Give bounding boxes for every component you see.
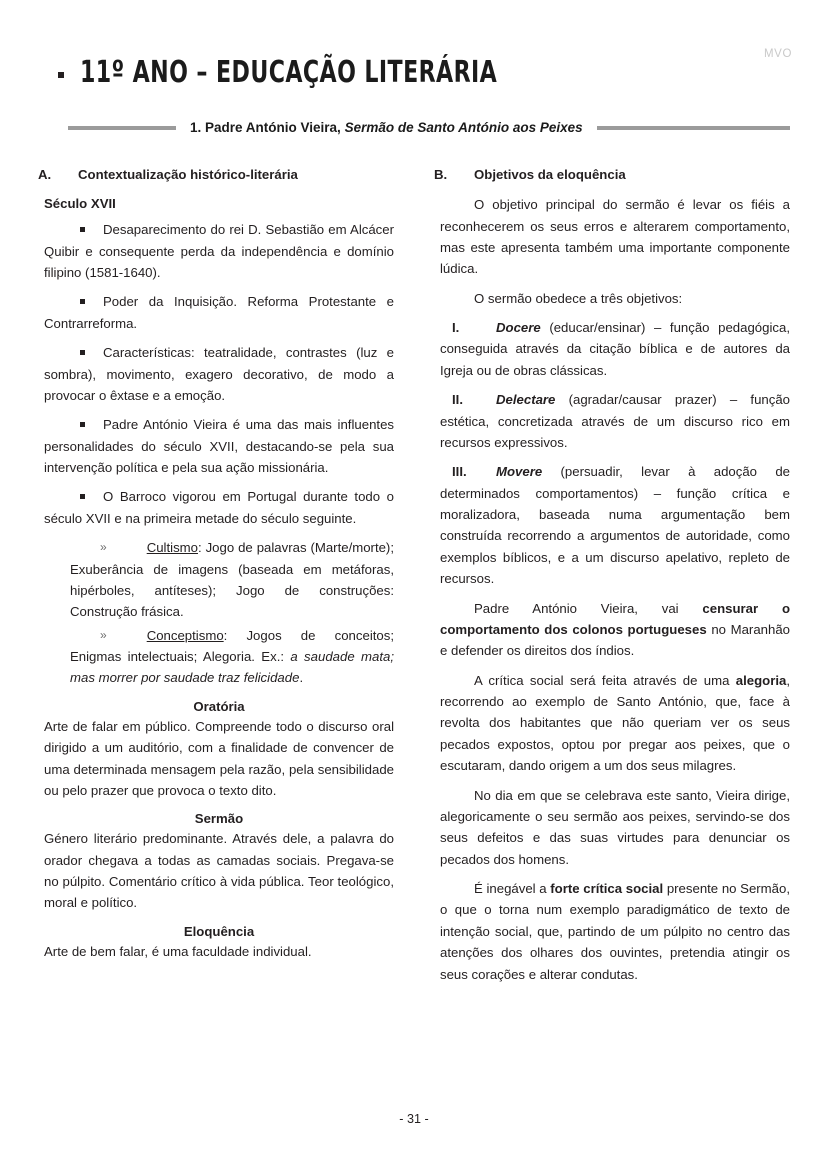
two-column-body bbox=[38, 166, 790, 1092]
section-heading-a bbox=[38, 166, 394, 183]
watermark-label: MVO bbox=[764, 48, 792, 60]
sub-list-item-text: : Jogos de conceitos; Enigmas intelectuais; Alegoria. Ex.: bbox=[70, 627, 394, 665]
objective-item bbox=[440, 389, 790, 453]
list-item bbox=[44, 414, 394, 478]
subheading-eloquencia: Eloquência bbox=[183, 923, 255, 939]
list-item bbox=[44, 342, 394, 406]
square-bullet-icon bbox=[80, 422, 85, 427]
subheading-sermao: Sermão bbox=[194, 811, 244, 827]
paragraph-oratoria: Arte de falar em público. Compreende todo o discurso oral dirigido a um auditório, com a finalidade de convencer de uma determinada mensagem pela razão, pela sensibilidade ou pelo prazer que provoca o texto dito. bbox=[44, 718, 394, 798]
subheading-oratoria: Oratória bbox=[193, 698, 245, 714]
objective-item bbox=[440, 317, 790, 381]
sub-list-item-text-end: . bbox=[299, 670, 304, 686]
paragraph-pre: A crítica social será feita através de uma bbox=[474, 672, 736, 688]
subtitle bbox=[190, 120, 583, 135]
lead-century: Século XVII bbox=[44, 196, 116, 212]
sub-list-item-term: Cultismo bbox=[146, 540, 198, 556]
list-item-text: O Barroco vigorou em Portugal durante todo o século XVII e na primeira metade do século seguinte. bbox=[44, 489, 394, 526]
objective-number: III. bbox=[452, 464, 467, 480]
paragraph-emphasis: forte crítica social bbox=[550, 881, 664, 897]
objective-number: II. bbox=[452, 392, 463, 408]
page-number: - 31 - bbox=[399, 1112, 429, 1126]
sub-list-item-example: a saudade mata; mas morrer por saudade traz felicidade bbox=[70, 649, 394, 686]
divider-right bbox=[597, 126, 790, 130]
paragraph-sermao: Género literário predominante. Através dele, a palavra do orador chegava a todas as camadas sociais. Pregava-se no púlpito. Comentário crítico à vida pública. Teor teológico, moral e político. bbox=[44, 831, 394, 911]
objective-term: Delectare bbox=[496, 392, 556, 408]
page-title: 11º ANO – EDUCAÇÃO LITERÁRIA bbox=[80, 55, 498, 90]
paragraph-intro: O objetivo principal do sermão é levar os fiéis a reconhecerem os seus erros e alterarem comportamento, mas este apresenta também uma importante componente lúdica. bbox=[440, 197, 790, 277]
objective-term: Movere bbox=[496, 464, 543, 480]
list-item bbox=[44, 219, 394, 283]
square-bullet-icon bbox=[80, 299, 85, 304]
list-item bbox=[44, 486, 394, 529]
paragraph-pre: Padre António Vieira, vai bbox=[474, 600, 703, 616]
paragraph-post: , recorrendo ao exemplo de Santo António, que, face à revolta dos habitantes que não queriam ver os seus pecados expostos, optou por pregar aos peixes, que o escutaram, dando origem a um dos seus milagres. bbox=[440, 672, 790, 774]
paragraph-emphasis: censurar o comportamento dos colonos portugueses bbox=[440, 600, 790, 637]
chevron-marker-icon: » bbox=[100, 627, 107, 642]
square-bullet-icon bbox=[80, 227, 85, 232]
divider-left bbox=[68, 126, 176, 130]
section-title-b: Objetivos da eloquência bbox=[474, 167, 626, 182]
section-heading-b bbox=[434, 166, 790, 183]
title-bullet-icon bbox=[58, 72, 64, 78]
paragraph-post: no Maranhão e defender os direitos dos índios. bbox=[440, 621, 790, 659]
section-marker-b: B. bbox=[434, 167, 448, 182]
paragraph-post: presente no Sermão, o que o torna num exemplo paradigmático de texto de intenção social, que, partindo de um púlpito no centro das atenções dos olhares dos ouvintes, pretendia atingir os seus corações e alterar condutas. bbox=[440, 881, 790, 982]
subtitle-work: Sermão de Santo António aos Peixes bbox=[344, 120, 583, 135]
document-title-row bbox=[58, 55, 589, 90]
subtitle-row bbox=[68, 120, 790, 135]
chevron-marker-icon: » bbox=[100, 540, 107, 555]
list-item-text: Padre António Vieira é uma das mais influentes personalidades do século XVII, destacando-se pela sua intervenção política e pela sua ação missionária. bbox=[44, 417, 394, 476]
section-title-a: Contextualização histórico-literária bbox=[78, 167, 298, 182]
objective-text: (agradar/causar prazer) – função estética, concretizada através de um discurso rico em recursos expressivos. bbox=[440, 392, 790, 450]
square-bullet-icon bbox=[80, 350, 85, 355]
right-column bbox=[434, 166, 790, 1092]
sub-list-item-text: : Jogo de palavras (Marte/morte); Exuberância de imagens (baseada em metáforas, hipérboles, antíteses); Jogo de construções: Construção frásica. bbox=[70, 540, 394, 620]
objective-number: I. bbox=[452, 320, 460, 336]
objective-item bbox=[440, 461, 790, 589]
paragraph-pre: No dia em que se celebrava este santo, Vieira dirige, alegoricamente o seu sermão aos peixes, servindo-se dos seus defeitos e das suas virtudes para denunciar os pecados dos homens. bbox=[440, 787, 790, 867]
sub-list-item-term: Conceptismo bbox=[146, 627, 224, 643]
subtitle-author: Padre António Vieira, bbox=[205, 120, 345, 135]
list-item-text: Características: teatralidade, contrastes (luz e sombra), movimento, exagero decorativo, de modo a provocar o êxtase e a emoção. bbox=[44, 345, 394, 403]
list-item-text: Desaparecimento do rei D. Sebastião em Alcácer Quibir e consequente perda da independência e domínio filipino (1581-1640). bbox=[44, 222, 394, 281]
list-item-text: Poder da Inquisição. Reforma Protestante e Contrarreforma. bbox=[44, 294, 394, 331]
paragraph-eloquencia: Arte de bem falar, é uma faculdade individual. bbox=[44, 943, 312, 959]
paragraph-critica bbox=[440, 878, 790, 985]
paragraph-santo bbox=[440, 785, 790, 871]
paragraph-censura bbox=[440, 598, 790, 662]
list-item bbox=[44, 291, 394, 334]
objective-term: Docere bbox=[496, 320, 541, 336]
left-column bbox=[38, 166, 394, 1092]
paragraph-list-intro: O sermão obedece a três objetivos: bbox=[474, 290, 683, 306]
section-marker-a: A. bbox=[38, 167, 52, 182]
paragraph-alegoria bbox=[440, 670, 790, 777]
sub-list-item bbox=[44, 625, 394, 689]
sub-list-item bbox=[44, 537, 394, 623]
objective-text: (educar/ensinar) – função pedagógica, conseguida através da citação bíblica e de autores da Igreja ou de obras clássicas. bbox=[440, 320, 790, 378]
paragraph-pre: É inegável a bbox=[474, 881, 551, 897]
square-bullet-icon bbox=[80, 494, 85, 499]
paragraph-emphasis: alegoria bbox=[735, 672, 787, 688]
subtitle-number: 1. bbox=[190, 120, 206, 135]
objective-text: (persuadir, levar à adoção de determinados comportamentos) – função crítica e moralizadora, baseada numa argumentação bem construída recorrendo a argumentos de autoridade, como exemplos bíblicos, e a um discurso apelativo, repleto de recursos. bbox=[440, 464, 790, 587]
